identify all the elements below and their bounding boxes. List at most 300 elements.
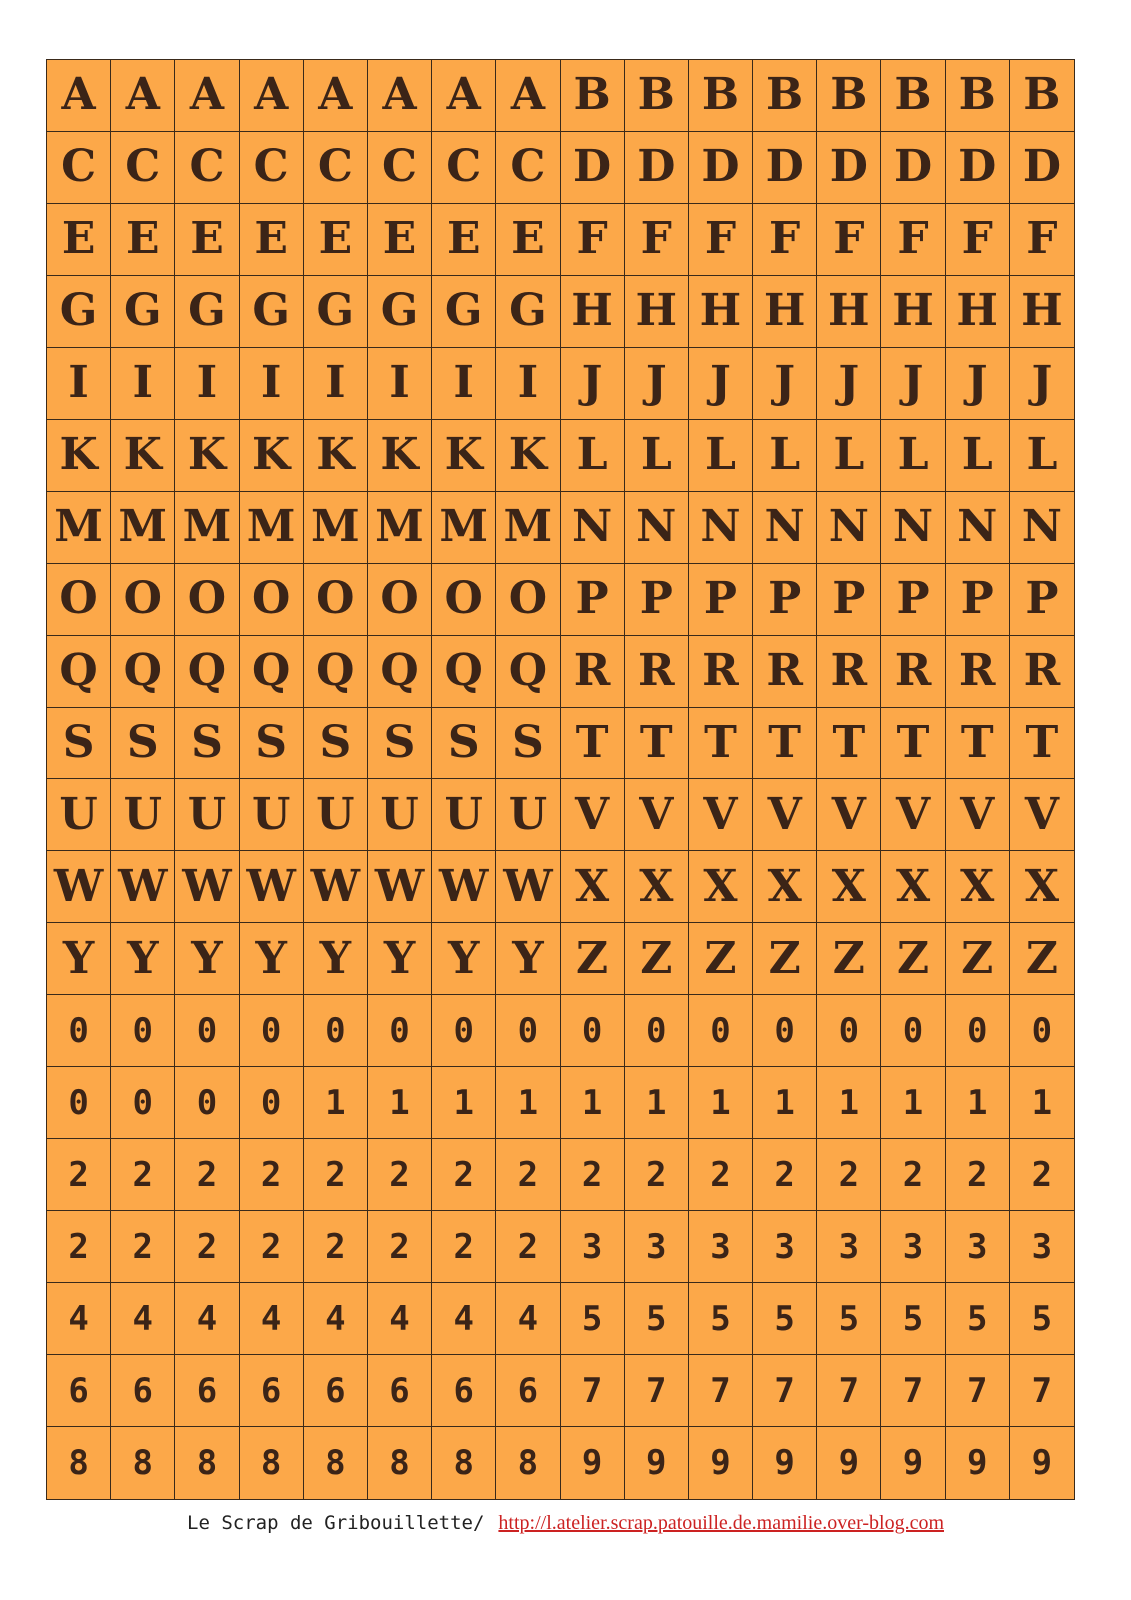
grid-cell: L [561, 420, 625, 492]
grid-cell: 1 [432, 1067, 496, 1139]
grid-cell: 2 [817, 1139, 881, 1211]
grid-cell: H [689, 276, 753, 348]
grid-cell: N [625, 492, 689, 564]
grid-cell: 0 [47, 995, 111, 1067]
grid-cell: O [240, 564, 304, 636]
grid-cell: 7 [946, 1355, 1010, 1427]
grid-cell: M [496, 492, 560, 564]
grid-cell: X [625, 851, 689, 923]
grid-cell: Q [47, 636, 111, 708]
grid-cell: Z [753, 923, 817, 995]
grid-cell: G [175, 276, 239, 348]
grid-cell: C [111, 132, 175, 204]
grid-cell: Z [817, 923, 881, 995]
grid-cell: S [496, 708, 560, 780]
grid-cell: K [304, 420, 368, 492]
grid-cell: 7 [881, 1355, 945, 1427]
grid-cell: I [368, 348, 432, 420]
grid-cell: 2 [432, 1139, 496, 1211]
grid-cell: 7 [689, 1355, 753, 1427]
grid-cell: 0 [111, 1067, 175, 1139]
grid-cell: J [625, 348, 689, 420]
grid-cell: S [111, 708, 175, 780]
grid-cell: N [561, 492, 625, 564]
grid-cell: 1 [496, 1067, 560, 1139]
grid-cell: 3 [881, 1211, 945, 1283]
grid-cell: 4 [111, 1283, 175, 1355]
grid-cell: M [432, 492, 496, 564]
grid-cell: 0 [175, 1067, 239, 1139]
grid-cell: C [368, 132, 432, 204]
grid-cell: L [753, 420, 817, 492]
grid-cell: J [689, 348, 753, 420]
grid-cell: D [625, 132, 689, 204]
grid-cell: Q [240, 636, 304, 708]
grid-cell: 3 [561, 1211, 625, 1283]
grid-cell: E [368, 204, 432, 276]
grid-cell: C [304, 132, 368, 204]
grid-cell: K [368, 420, 432, 492]
grid-cell: 6 [240, 1355, 304, 1427]
grid-cell: K [47, 420, 111, 492]
grid-cell: H [1010, 276, 1074, 348]
grid-cell: 7 [625, 1355, 689, 1427]
grid-cell: X [946, 851, 1010, 923]
grid-cell: 4 [240, 1283, 304, 1355]
grid-cell: 0 [240, 995, 304, 1067]
grid-cell: 2 [47, 1139, 111, 1211]
grid-cell: W [368, 851, 432, 923]
grid-cell: 9 [881, 1427, 945, 1499]
grid-cell: 7 [561, 1355, 625, 1427]
grid-cell: 8 [304, 1427, 368, 1499]
grid-cell: R [625, 636, 689, 708]
grid-cell: N [881, 492, 945, 564]
grid-cell: H [817, 276, 881, 348]
grid-cell: 2 [304, 1139, 368, 1211]
grid-cell: 2 [111, 1139, 175, 1211]
grid-cell: V [881, 779, 945, 851]
grid-cell: B [1010, 60, 1074, 132]
grid-cell: 4 [175, 1283, 239, 1355]
grid-cell: 6 [47, 1355, 111, 1427]
grid-cell: X [689, 851, 753, 923]
grid-cell: D [689, 132, 753, 204]
grid-cell: M [111, 492, 175, 564]
grid-cell: B [625, 60, 689, 132]
grid-cell: 1 [946, 1067, 1010, 1139]
grid-cell: E [496, 204, 560, 276]
grid-cell: V [946, 779, 1010, 851]
grid-cell: I [111, 348, 175, 420]
grid-cell: 2 [1010, 1139, 1074, 1211]
grid-cell: 0 [432, 995, 496, 1067]
grid-cell: U [368, 779, 432, 851]
grid-cell: 8 [47, 1427, 111, 1499]
grid-cell: 3 [946, 1211, 1010, 1283]
grid-cell: 2 [946, 1139, 1010, 1211]
grid-cell: J [817, 348, 881, 420]
grid-cell: 0 [496, 995, 560, 1067]
grid-cell: O [304, 564, 368, 636]
grid-cell: 9 [625, 1427, 689, 1499]
grid-cell: A [240, 60, 304, 132]
grid-cell: 2 [753, 1139, 817, 1211]
grid-cell: S [304, 708, 368, 780]
grid-cell: 2 [496, 1139, 560, 1211]
grid-cell: V [625, 779, 689, 851]
grid-cell: L [946, 420, 1010, 492]
grid-cell: F [817, 204, 881, 276]
grid-cell: 0 [368, 995, 432, 1067]
grid-cell: H [561, 276, 625, 348]
grid-cell: D [1010, 132, 1074, 204]
grid-cell: Y [368, 923, 432, 995]
grid-cell: 2 [240, 1139, 304, 1211]
grid-cell: 4 [368, 1283, 432, 1355]
grid-cell: 2 [432, 1211, 496, 1283]
grid-cell: G [304, 276, 368, 348]
grid-cell: 1 [561, 1067, 625, 1139]
grid-cell: H [881, 276, 945, 348]
grid-cell: S [175, 708, 239, 780]
grid-cell: Y [240, 923, 304, 995]
grid-cell: P [753, 564, 817, 636]
grid-cell: W [496, 851, 560, 923]
grid-cell: 2 [47, 1211, 111, 1283]
grid-cell: I [496, 348, 560, 420]
grid-cell: Y [432, 923, 496, 995]
grid-cell: 6 [111, 1355, 175, 1427]
grid-cell: 0 [881, 995, 945, 1067]
grid-cell: 5 [753, 1283, 817, 1355]
grid-cell: V [817, 779, 881, 851]
grid-cell: U [496, 779, 560, 851]
grid-cell: F [561, 204, 625, 276]
grid-cell: S [432, 708, 496, 780]
grid-cell: E [304, 204, 368, 276]
grid-cell: 0 [111, 995, 175, 1067]
grid-cell: Y [111, 923, 175, 995]
grid-cell: Y [47, 923, 111, 995]
grid-cell: 2 [496, 1211, 560, 1283]
grid-cell: C [496, 132, 560, 204]
grid-cell: 3 [753, 1211, 817, 1283]
grid-cell: M [304, 492, 368, 564]
grid-cell: W [304, 851, 368, 923]
grid-cell: A [496, 60, 560, 132]
grid-cell: R [1010, 636, 1074, 708]
grid-cell: 0 [561, 995, 625, 1067]
grid-cell: L [625, 420, 689, 492]
grid-cell: R [946, 636, 1010, 708]
grid-cell: 8 [496, 1427, 560, 1499]
grid-cell: Z [689, 923, 753, 995]
grid-cell: F [689, 204, 753, 276]
grid-cell: 7 [817, 1355, 881, 1427]
grid-cell: 8 [111, 1427, 175, 1499]
grid-cell: 0 [946, 995, 1010, 1067]
grid-cell: X [561, 851, 625, 923]
grid-cell: U [240, 779, 304, 851]
grid-cell: E [175, 204, 239, 276]
grid-cell: 6 [175, 1355, 239, 1427]
grid-cell: 6 [304, 1355, 368, 1427]
grid-cell: C [432, 132, 496, 204]
grid-cell: C [240, 132, 304, 204]
grid-cell: T [817, 708, 881, 780]
grid-cell: 2 [111, 1211, 175, 1283]
grid-cell: 0 [689, 995, 753, 1067]
grid-cell: 2 [175, 1139, 239, 1211]
grid-cell: 4 [47, 1283, 111, 1355]
grid-cell: 1 [1010, 1067, 1074, 1139]
grid-cell: 1 [753, 1067, 817, 1139]
grid-cell: P [817, 564, 881, 636]
grid-cell: 0 [47, 1067, 111, 1139]
grid-cell: T [625, 708, 689, 780]
grid-cell: E [432, 204, 496, 276]
grid-cell: 8 [175, 1427, 239, 1499]
grid-cell: 2 [689, 1139, 753, 1211]
grid-cell: Z [561, 923, 625, 995]
grid-cell: N [946, 492, 1010, 564]
grid-cell: X [881, 851, 945, 923]
grid-cell: Y [175, 923, 239, 995]
grid-cell: 7 [753, 1355, 817, 1427]
grid-cell: D [753, 132, 817, 204]
grid-cell: L [817, 420, 881, 492]
grid-cell: W [432, 851, 496, 923]
grid-cell: G [496, 276, 560, 348]
grid-cell: U [432, 779, 496, 851]
grid-cell: 9 [1031, 1443, 1053, 1484]
grid-cell: 8 [432, 1427, 496, 1499]
grid-cell: Z [881, 923, 945, 995]
grid-cell: D [881, 132, 945, 204]
grid-cell: Y [496, 923, 560, 995]
grid-cell: 4 [304, 1283, 368, 1355]
grid-cell: 1 [368, 1067, 432, 1139]
grid-cell: Q [111, 636, 175, 708]
footer-credit: Le Scrap de Gribouillette/ [187, 1512, 485, 1534]
grid-cell: 2 [175, 1211, 239, 1283]
grid-cell: 1 [881, 1067, 945, 1139]
grid-cell: K [240, 420, 304, 492]
grid-cell: 1 [625, 1067, 689, 1139]
grid-cell: M [240, 492, 304, 564]
grid-cell: A [111, 60, 175, 132]
grid-cell: T [946, 708, 1010, 780]
grid-cell: Z [625, 923, 689, 995]
grid-cell: 2 [368, 1139, 432, 1211]
grid-cell: P [946, 564, 1010, 636]
grid-cell: 9 [946, 1427, 1010, 1499]
grid-cell: 5 [625, 1283, 689, 1355]
grid-cell: V [689, 779, 753, 851]
grid-cell: F [1010, 204, 1074, 276]
grid-cell: 0 [1010, 995, 1074, 1067]
grid-cell: P [689, 564, 753, 636]
grid-cell: F [625, 204, 689, 276]
grid-cell: 7 [1010, 1355, 1074, 1427]
grid-cell: 5 [946, 1283, 1010, 1355]
grid-cell: J [881, 348, 945, 420]
grid-cell: B [689, 60, 753, 132]
grid-cell: W [111, 851, 175, 923]
grid-cell: J [753, 348, 817, 420]
grid-cell: 5 [561, 1283, 625, 1355]
grid-cell: T [1010, 708, 1074, 780]
grid-cell: I [432, 348, 496, 420]
grid-cell: 5 [881, 1283, 945, 1355]
grid-cell: 4 [432, 1283, 496, 1355]
grid-cell: I [240, 348, 304, 420]
grid-cell: V [1010, 779, 1074, 851]
grid-cell: B [817, 60, 881, 132]
grid-cell: W [47, 851, 111, 923]
grid-cell: 5 [817, 1283, 881, 1355]
grid-cell: U [47, 779, 111, 851]
grid-cell: 2 [561, 1139, 625, 1211]
grid-cell: E [240, 204, 304, 276]
grid-cell: A [47, 60, 111, 132]
grid-cell: S [47, 708, 111, 780]
grid-cell: R [881, 636, 945, 708]
grid-cell: 3 [689, 1211, 753, 1283]
grid-cell: C [175, 132, 239, 204]
grid-cell: O [368, 564, 432, 636]
grid-cell: 6 [432, 1355, 496, 1427]
grid-cell: R [753, 636, 817, 708]
grid-cell: 3 [817, 1211, 881, 1283]
grid-cell: H [625, 276, 689, 348]
grid-cell: N [753, 492, 817, 564]
grid-cell: L [689, 420, 753, 492]
grid-cell: 5 [1010, 1283, 1074, 1355]
grid-cell: G [240, 276, 304, 348]
grid-cell: K [496, 420, 560, 492]
grid-cell: U [111, 779, 175, 851]
grid-cell: 9 [689, 1427, 753, 1499]
grid-cell: 0 [625, 995, 689, 1067]
grid-cell: 2 [368, 1211, 432, 1283]
grid-cell: S [368, 708, 432, 780]
grid-cell: U [175, 779, 239, 851]
grid-cell: O [496, 564, 560, 636]
grid-cell: A [175, 60, 239, 132]
grid-cell: N [689, 492, 753, 564]
grid-cell: A [368, 60, 432, 132]
grid-cell: 4 [496, 1283, 560, 1355]
grid-cell: W [175, 851, 239, 923]
grid-cell: Q [175, 636, 239, 708]
grid-cell: B [881, 60, 945, 132]
grid-cell: P [625, 564, 689, 636]
grid-cell: E [47, 204, 111, 276]
footer [0, 1512, 1131, 1535]
grid-cell: 1 [817, 1067, 881, 1139]
grid-cell: L [881, 420, 945, 492]
grid-cell: Z [946, 923, 1010, 995]
grid-cell: M [175, 492, 239, 564]
grid-cell: K [111, 420, 175, 492]
grid-cell: Z [1010, 923, 1074, 995]
grid-cell: J [946, 348, 1010, 420]
grid-cell: Q [432, 636, 496, 708]
grid-cell: I [304, 348, 368, 420]
grid-cell: P [561, 564, 625, 636]
grid-cell: I [47, 348, 111, 420]
grid-cell: X [753, 851, 817, 923]
grid-cell: B [561, 60, 625, 132]
grid-cell: 0 [304, 995, 368, 1067]
grid-cell: M [47, 492, 111, 564]
grid-cell: F [881, 204, 945, 276]
grid-cell: 5 [689, 1283, 753, 1355]
grid-cell: 2 [881, 1139, 945, 1211]
grid-cell: N [1010, 492, 1074, 564]
grid-cell: Q [304, 636, 368, 708]
grid-cell: X [817, 851, 881, 923]
grid-cell: E [111, 204, 175, 276]
grid-cell: W [240, 851, 304, 923]
grid-cell: C [47, 132, 111, 204]
grid-cell: K [432, 420, 496, 492]
grid-cell: F [753, 204, 817, 276]
grid-cell: B [753, 60, 817, 132]
grid-cell: P [1010, 564, 1074, 636]
grid-cell: V [753, 779, 817, 851]
grid-cell: X [1010, 851, 1074, 923]
grid-cell: A [304, 60, 368, 132]
grid-cell: Q [368, 636, 432, 708]
grid-cell: Y [304, 923, 368, 995]
grid-cell: O [432, 564, 496, 636]
grid-cell: Q [496, 636, 560, 708]
grid-cell: S [240, 708, 304, 780]
grid-cell: 3 [625, 1211, 689, 1283]
grid-cell: O [47, 564, 111, 636]
grid-cell: R [689, 636, 753, 708]
grid-cell: P [881, 564, 945, 636]
grid-cell: L [1010, 420, 1074, 492]
grid-cell: R [561, 636, 625, 708]
grid-cell: V [561, 779, 625, 851]
grid-cell: 2 [625, 1139, 689, 1211]
grid-cell: O [175, 564, 239, 636]
grid-cell: R [817, 636, 881, 708]
grid-cell: J [1010, 348, 1074, 420]
grid-cell: D [946, 132, 1010, 204]
grid-cell: T [561, 708, 625, 780]
grid-cell: H [753, 276, 817, 348]
grid-cell: 0 [175, 995, 239, 1067]
grid-cell: T [881, 708, 945, 780]
grid-cell: J [561, 348, 625, 420]
grid-cell: N [817, 492, 881, 564]
letter-grid [46, 59, 1075, 1500]
grid-cell: D [817, 132, 881, 204]
grid-cell: 0 [817, 995, 881, 1067]
grid-cell: 2 [304, 1211, 368, 1283]
grid-cell: 9 [817, 1427, 881, 1499]
grid-cell: T [689, 708, 753, 780]
grid-cell: K [175, 420, 239, 492]
grid-cell: A [432, 60, 496, 132]
footer-link[interactable]: http://l.atelier.scrap.patouille.de.mamilie.over-blog.com [498, 1512, 944, 1534]
grid-cell: 2 [240, 1211, 304, 1283]
